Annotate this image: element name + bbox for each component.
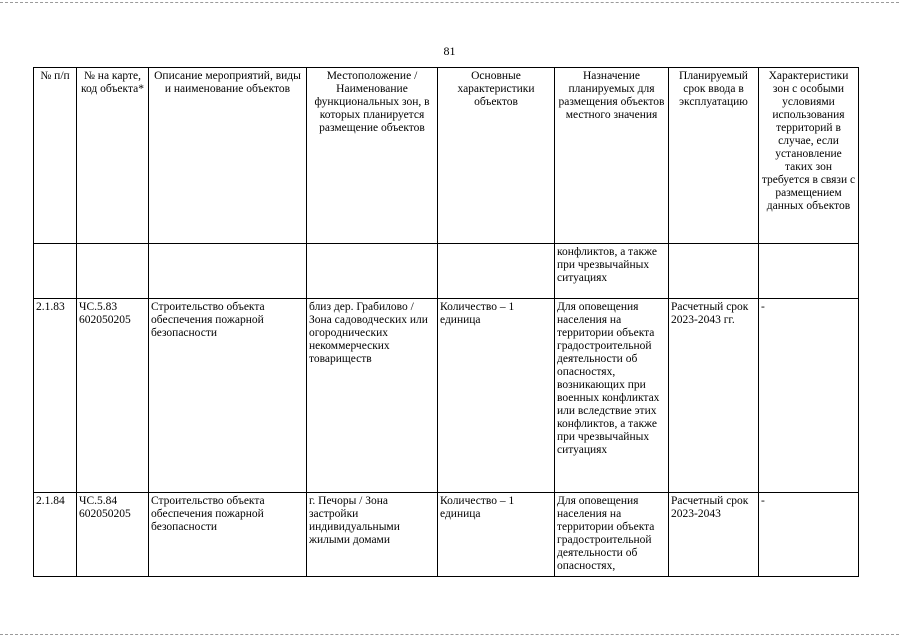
cell-num <box>34 244 77 299</box>
cell-zones: - <box>759 493 859 577</box>
cell-purpose: Для оповещения населения на территории объекта градостроительной деятельности об опасностях, <box>555 493 669 577</box>
cell-location: г. Печоры / Зона застройки индивидуальными жилыми домами <box>307 493 438 577</box>
cell-purpose: конфликтов, а также при чрезвычайных ситуациях <box>555 244 669 299</box>
code-object-code: 602050205 <box>79 314 131 326</box>
header-zones: Характеристики зон с особыми условиями использования территорий в случае, если установление таких зон требуется в связи с размещением данных объектов <box>759 68 859 244</box>
cell-description: Строительство объекта обеспечения пожарной безопасности <box>149 493 307 577</box>
cell-code <box>77 299 149 493</box>
cell-zones: - <box>759 299 859 493</box>
cell-code <box>77 493 149 577</box>
code-object-code: 602050205 <box>79 508 131 520</box>
cell-num: 2.1.84 <box>34 493 77 577</box>
header-purpose: Назначение планируемых для размещения объектов местного значения <box>555 68 669 244</box>
cell-location <box>307 244 438 299</box>
code-map-number: ЧС.5.84 <box>79 495 118 507</box>
page-number: 81 <box>443 44 456 58</box>
table-row <box>34 493 859 577</box>
cell-description <box>149 244 307 299</box>
header-term: Планируемый срок ввода в эксплуатацию <box>669 68 759 244</box>
header-characteristics: Основные характеристики объектов <box>438 68 555 244</box>
cell-characteristics: Количество – 1 единица <box>438 299 555 493</box>
header-code: № на карте, код объекта* <box>77 68 149 244</box>
objects-table <box>33 67 859 577</box>
cell-term: Расчетный срок 2023-2043 <box>669 493 759 577</box>
cell-purpose: Для оповещения населения на территории объекта градостроительной деятельности об опасностях, возникающих при военных конфликтах или вследствие этих конфликтов, а также при чрезвычайных ситуациях <box>555 299 669 493</box>
scan-edge-bottom <box>0 634 899 635</box>
cell-location: близ дер. Грабилово / Зона садоводческих или огороднических некоммерческих товариществ <box>307 299 438 493</box>
header-num: № п/п <box>34 68 77 244</box>
table-header-row <box>34 68 859 244</box>
code-map-number: ЧС.5.83 <box>79 301 118 313</box>
header-description: Описание мероприятий, виды и наименование объектов <box>149 68 307 244</box>
cell-description: Строительство объекта обеспечения пожарной безопасности <box>149 299 307 493</box>
cell-zones <box>759 244 859 299</box>
cell-characteristics <box>438 244 555 299</box>
cell-code <box>77 244 149 299</box>
cell-term: Расчетный срок 2023-2043 гг. <box>669 299 759 493</box>
cell-term <box>669 244 759 299</box>
table-row-continuation <box>34 244 859 299</box>
header-location: Местоположение / Наименование функциональных зон, в которых планируется размещение объектов <box>307 68 438 244</box>
cell-characteristics: Количество – 1 единица <box>438 493 555 577</box>
scan-edge-top <box>0 2 899 3</box>
table-row <box>34 299 859 493</box>
cell-num: 2.1.83 <box>34 299 77 493</box>
